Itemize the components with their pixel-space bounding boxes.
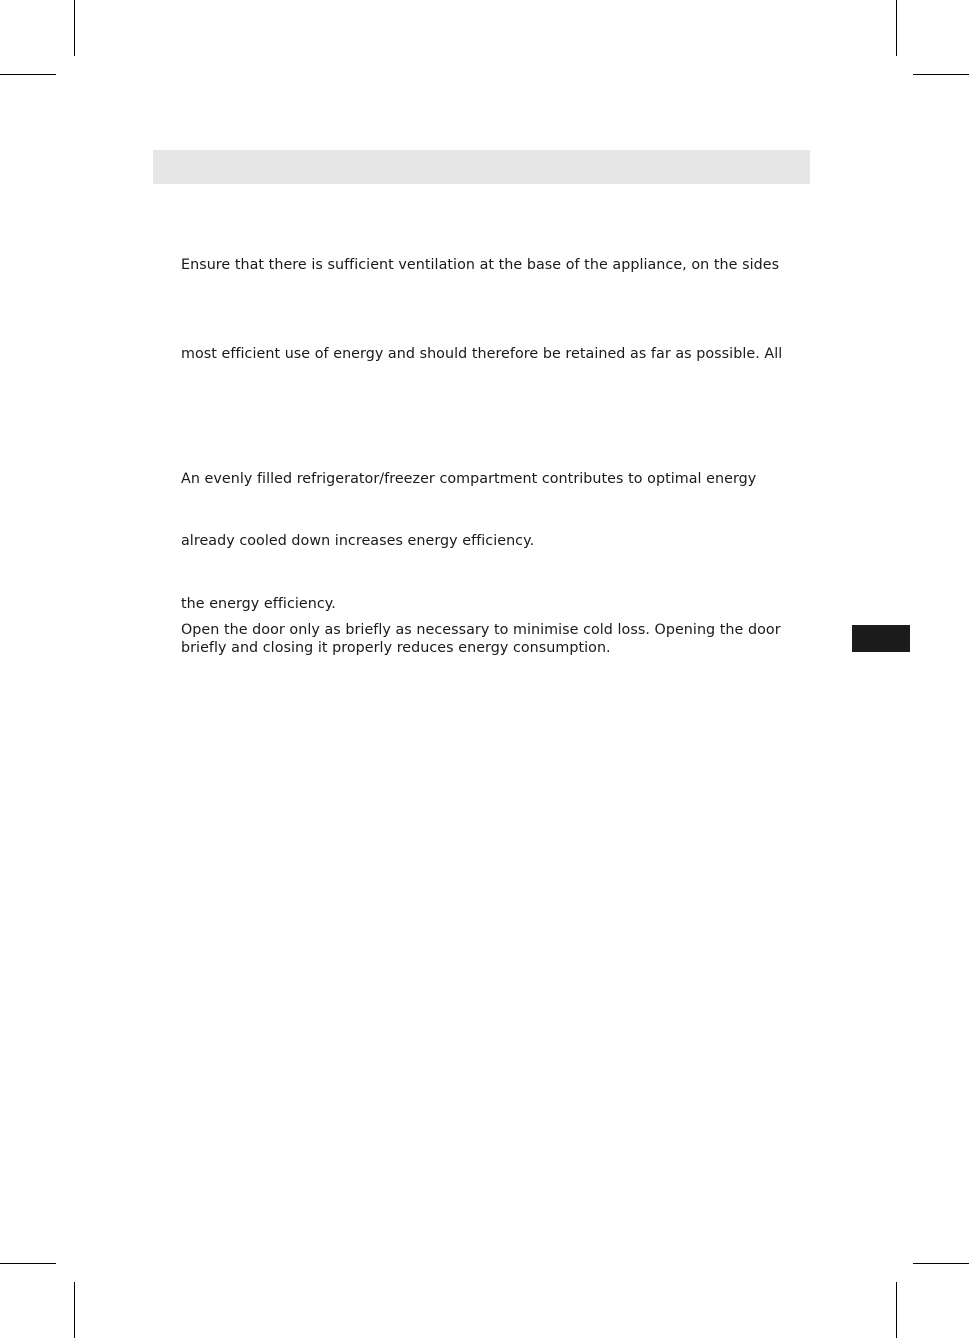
crop-mark-top-left-horizontal [0, 74, 56, 75]
crop-mark-bottom-right-vertical [896, 1282, 897, 1338]
crop-mark-bottom-right-horizontal [913, 1263, 969, 1264]
paragraph-line: An evenly filled refrigerator/freezer compartment contributes to optimal energy [181, 471, 757, 487]
paragraph-line: the energy efficiency. [181, 596, 336, 612]
paragraph-line: already cooled down increases energy efficiency. [181, 533, 535, 549]
crop-mark-bottom-left-horizontal [0, 1263, 56, 1264]
paragraph-line: briefly and closing it properly reduces energy consumption. [181, 640, 611, 656]
side-thumb-tab [852, 625, 910, 652]
section-header-band [153, 150, 810, 184]
crop-mark-bottom-left-vertical [74, 1282, 75, 1338]
crop-mark-top-left-vertical [74, 0, 75, 56]
paragraph-line: Ensure that there is sufficient ventilation at the base of the appliance, on the sides [181, 257, 780, 273]
crop-mark-top-right-horizontal [913, 74, 969, 75]
paragraph-line: Open the door only as briefly as necessary to minimise cold loss. Opening the door [181, 622, 781, 638]
crop-mark-top-right-vertical [896, 0, 897, 56]
paragraph-line: most efficient use of energy and should therefore be retained as far as possible. All [181, 346, 783, 362]
